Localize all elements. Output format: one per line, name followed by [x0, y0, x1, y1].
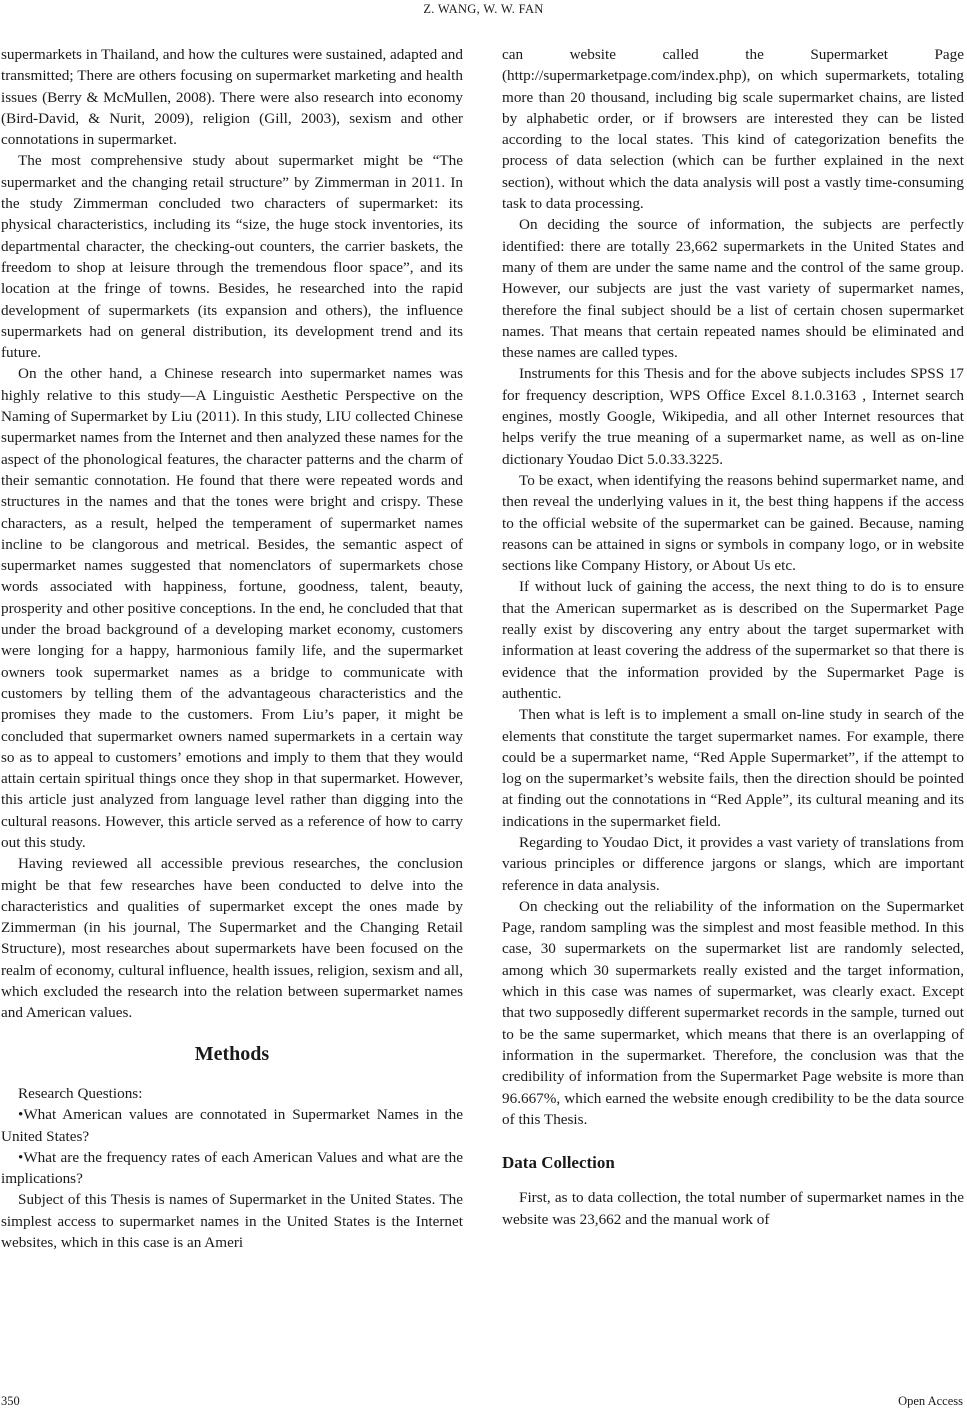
research-question-1: •What American values are connotated in Supermarket Names in the United States? — [1, 1106, 463, 1145]
paragraph: Instruments for this Thesis and for the above subjects includes SPSS 17 for frequency description, WPS Office Excel 8.1.0.3163 , Internet search engines, mostly Google, Wikipedia, and all other Internet resources that helps verify the true meaning of a supermarket name, as well as on-line dictionary Youdao Dict 5.0.33.3225. — [502, 365, 964, 468]
section-heading-methods: Methods — [194, 1042, 270, 1065]
right-column — [502, 44, 964, 1230]
page-number: 350 — [1, 1394, 20, 1408]
left-column — [1, 44, 463, 1253]
paragraph: Subject of this Thesis is names of Supermarket in the United States. The simplest access to supermarket names in the United States is the Internet websites, which in this case is an Ameri — [1, 1191, 463, 1252]
paragraph: First, as to data collection, the total number of supermarket names in the website was 23,662 and the manual work of — [502, 1189, 964, 1228]
paragraph: To be exact, when identifying the reasons behind supermarket name, and then reveal the underlying values in it, the best thing happens if the access to the official website of the supermarket can be gained. Because, naming reasons can be attained in signs or symbols in company logo, or in website sections like Company History, or About Us etc. — [502, 471, 964, 575]
paragraph: If without luck of gaining the access, the next thing to do is to ensure that the American supermarket as is described on the Supermarket Page really exist by discovering any entry about the target supermarket with information at least covering the address of the supermarket so that there is evidence that the information provided by the Supermarket Page is authentic. — [502, 578, 964, 702]
paragraph: On the other hand, a Chinese research into supermarket names was highly relative to this study—A Linguistic Aesthetic Perspective on the Naming of Supermarket by Liu (2011). In this study, LIU collected Chinese supermarket names from the Internet and then analyzed these names for the aspect of the phonological features, the character patterns and the charm of their semantic connotation. He found that there were repeated words and structures in the names and that the tones were bright and crispy. These characters, as a result, helped the temperament of supermarket names incline to be clangorous and metrical. Besides, the semantic aspect of supermarket names suggested that nomenclators of supermarkets chose words associated with happiness, fortune, goodness, talent, beauty, prosperity and other positive conceptions. In the end, he concluded that that under the broad background of a developing market economy, customers were longing for a happy, harmonious family life, and the supermarket owners took supermarket names as a bridge to communicate with customers by telling them of the advantageous characteristics and the promises they made to the customers. From Liu’s paper, it might be concluded that supermarket owners named supermarkets in a certain way so as to appeal to customers’ emotions and imply to them that they would attain certain spiritual things once they shop in that supermarket. However, this article just analyzed from language level rather than digging into the cultural reasons. However, this article served as a reference of how to carry out this study. — [1, 365, 463, 851]
paragraph: The most comprehensive study about supermarket might be “The supermarket and the changing retail structure” by Zimmerman in 2011. In the study Zimmerman concluded two characters of supermarket: its physical characteristics, including its “size, the huge stock inventories, its departmental character, the checking-out counters, the carrier baskets, the freedom to shop at leisure through the tremendous floor space”, and its location at the fringe of towns. Besides, he researched into the rapid development of supermarkets (its expansion and others), the influence supermarkets had on general distribution, its development trend and its future. — [1, 152, 463, 362]
research-questions-label: Research Questions: — [18, 1084, 143, 1102]
paragraph: can website called the Supermarket Page (http://supermarketpage.com/index.php), on which supermarkets, totaling more than 20 thousand, including big scale supermarket chains, are listed by alphabetic order, or if browsers are interested they can be listed according to the local states. This kind of categorization benefits the process of data selection (which can be further explained in the next section), without which the data analysis will post a vastly time-consuming task to data processing. — [502, 46, 964, 213]
running-head: Z. WANG, W. W. FAN — [423, 2, 544, 16]
paragraph: Regarding to Youdao Dict, it provides a vast variety of translations from various principles or difference jargons or slangs, which are important reference in data analysis. — [502, 833, 964, 894]
section-heading-data-collection: Data Collection — [502, 1153, 615, 1173]
paragraph: Having reviewed all accessible previous researches, the conclusion might be that few researches have been conducted to delve into the characteristics and qualities of supermarket except the ones made by Zimmerman (in his journal, The Supermarket and the Changing Retail Structure), most researches about supermarkets have been focused on the realm of economy, cultural influence, health issues, religion, sexism and all, which excluded the research into the relation between supermarket names and American values. — [1, 855, 463, 1022]
paragraph: supermarkets in Thailand, and how the cultures were sustained, adapted and transmitted; There are others focusing on supermarket marketing and health issues (Berry & McMullen, 2008). There were also research into economy (Bird-David, & Nurit, 2009), religion (Gill, 2003), sexism and other connotations in supermarket. — [1, 46, 463, 149]
paragraph: On deciding the source of information, the subjects are perfectly identified: there are totally 23,662 supermarkets in the United States and many of them are under the same name and the control of the same group. However, our subjects are just the vast variety of supermarket names, therefore the final subject should be a list of certain chosen supermarket names. That means that certain repeated names should be eliminated and these names are called types. — [502, 216, 964, 362]
research-question-2: •What are the frequency rates of each American Values and what are the implications? — [1, 1148, 463, 1188]
publisher-label: Open Access — [898, 1394, 963, 1408]
paragraph: Then what is left is to implement a small on-line study in search of the elements that constitute the target supermarket names. For example, there could be a supermarket name, “Red Apple Supermarket”, if the attempt to log on the supermarket’s website fails, then the direction should be pointed at finding out the connotations in “Red Apple”, its cultural meaning and its indications in the supermarket field. — [502, 706, 964, 830]
paragraph: On checking out the reliability of the information on the Supermarket Page, random sampling was the simplest and most feasible method. In this case, 30 supermarkets on the supermarket list are randomly selected, among which 30 supermarkets really existed and the target information, which in this case was names of supermarket, was clearly exact. Except that two supposedly different supermarket records in the sample, turned out to be the same supermarket, which means that there is an overlapping of information in the supermarket. Therefore, the conclusion was that the credibility of information from the Supermarket Page website is more than 96.667%, which earned the website enough credibility to be the data source of this Thesis. — [502, 897, 964, 1128]
